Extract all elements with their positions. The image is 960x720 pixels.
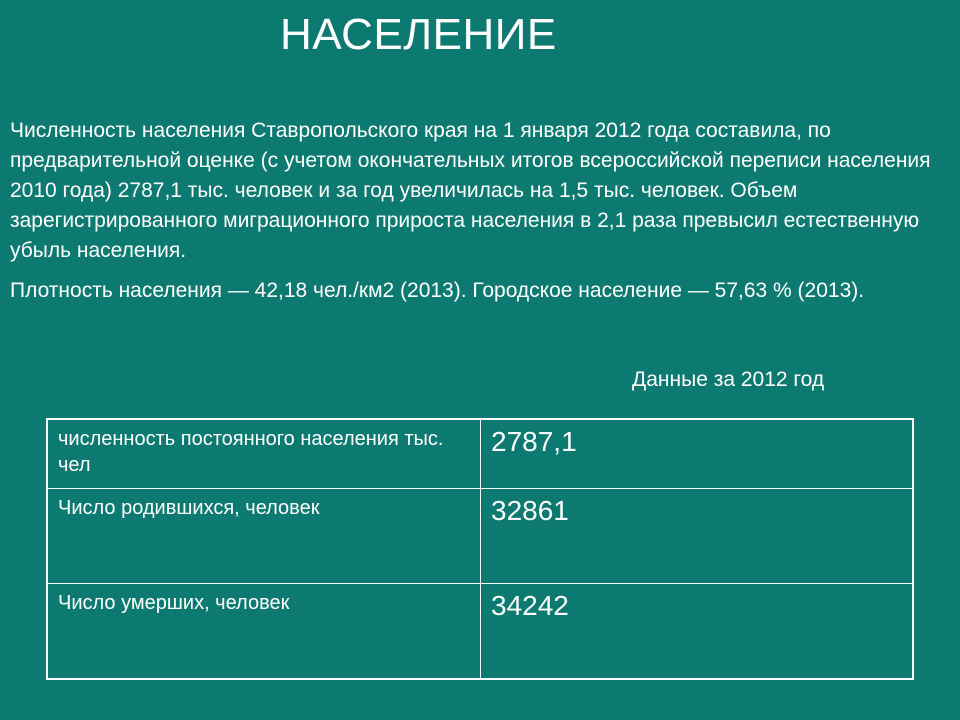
row-label: численность постоянного населения тыс. чел <box>47 419 481 489</box>
table-row <box>47 584 913 680</box>
row-value: 2787,1 <box>481 419 914 489</box>
table-row <box>47 419 913 489</box>
slide-title: НАСЕЛЕНИЕ <box>280 10 557 59</box>
row-label: Число родившихся, человек <box>47 489 481 584</box>
table-row <box>47 489 913 584</box>
population-table <box>46 418 914 680</box>
density-paragraph: Плотность населения — 42,18 чел./км2 (2013). Городское население — 57,63 % (2013). <box>10 279 865 302</box>
table-caption: Данные за 2012 год <box>632 368 825 391</box>
row-value: 34242 <box>481 584 914 680</box>
row-value: 32861 <box>481 489 914 584</box>
row-label: Число умерших, человек <box>47 584 481 680</box>
intro-paragraph: Численность населения Ставропольского края на 1 января 2012 года составила, по предварительной оценке (с учетом окончательных итогов всероссийской переписи населения 2010 года) 2787,1 тыс. человек и за год увеличилась на 1,5 тыс. человек. Объем зарегистрированного миграционного прироста населения в 2,1 раза превысил естественную убыль населения. <box>10 119 931 262</box>
